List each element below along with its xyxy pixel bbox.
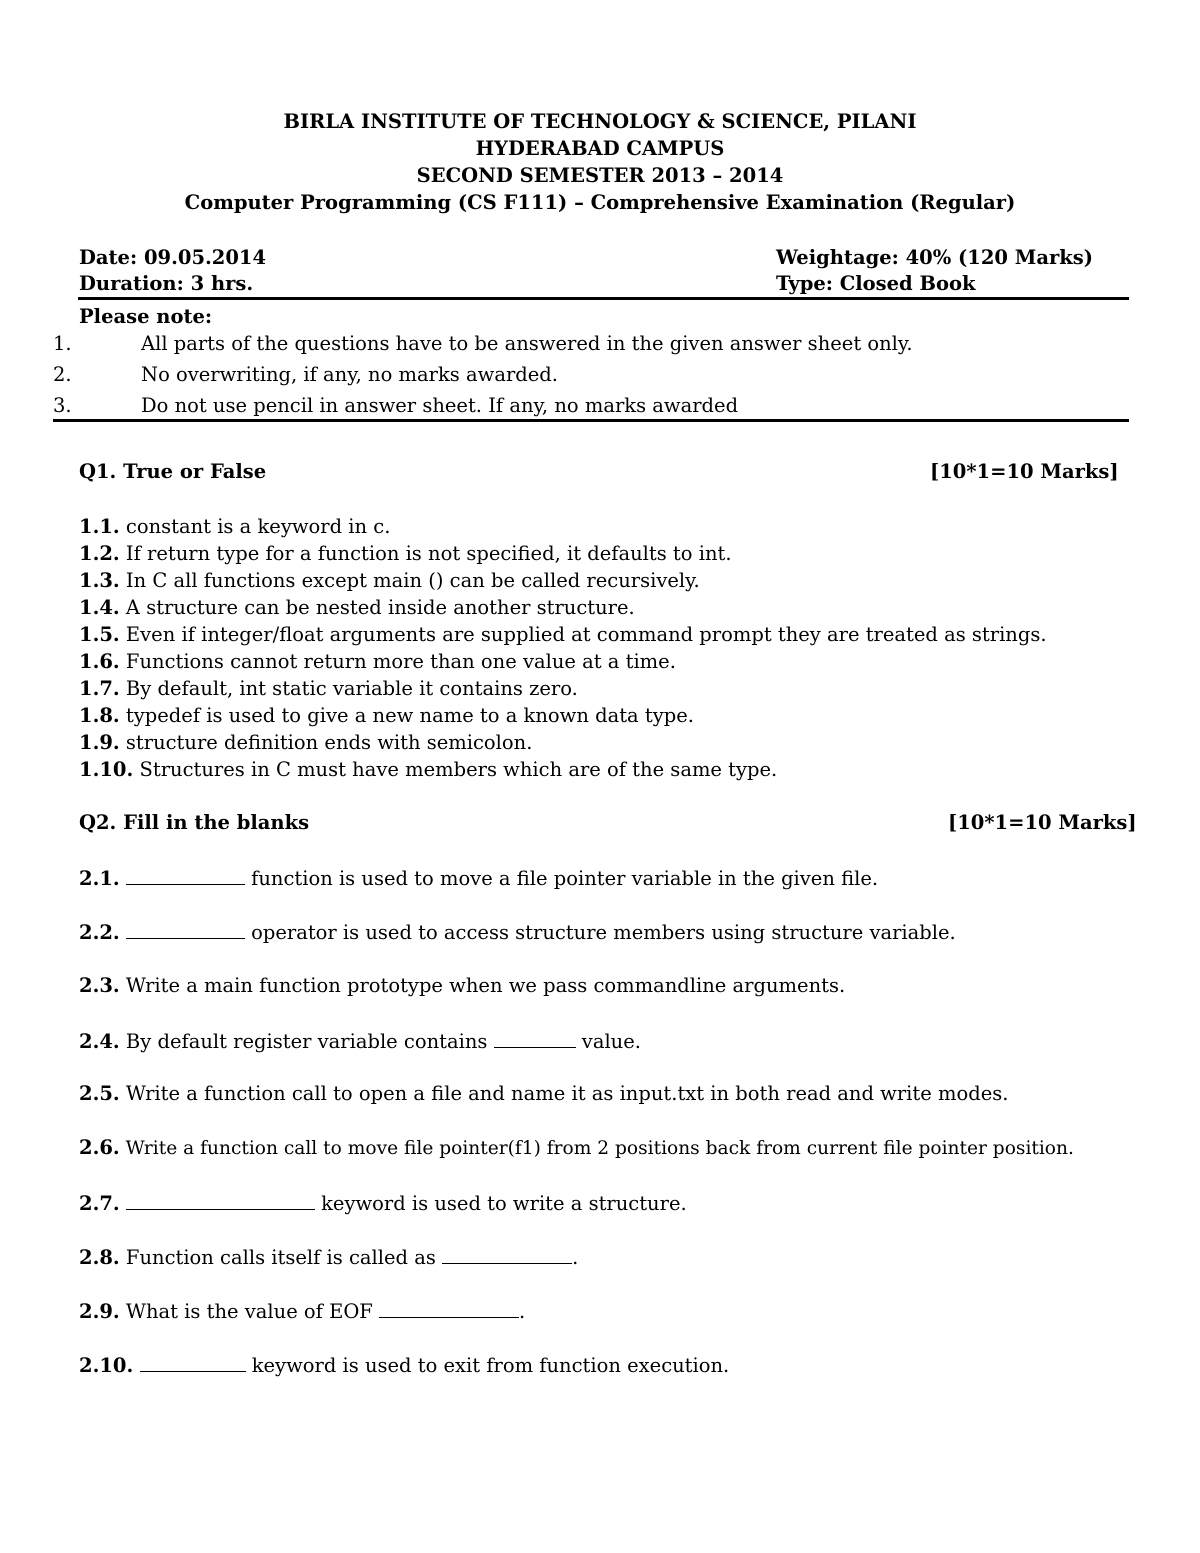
item-number: 2.1. — [79, 867, 120, 890]
q1-item — [79, 650, 676, 674]
exam-date: Date: 09.05.2014 — [79, 246, 267, 269]
answer-blank — [379, 1299, 519, 1318]
q1-item — [79, 623, 1047, 647]
item-number: 1.1. — [79, 515, 120, 538]
q1-title: Q1. True or False — [79, 460, 267, 483]
note-text: Do not use pencil in answer sheet. If any, no marks awarded — [141, 394, 739, 417]
item-number: 2.8. — [79, 1246, 120, 1269]
semester: SECOND SEMESTER 2013 – 2014 — [416, 164, 784, 187]
q2-item — [79, 1191, 687, 1216]
note-text: No overwriting, if any, no marks awarded. — [141, 363, 558, 386]
item-number: 1.2. — [79, 542, 120, 565]
item-text: typedef is used to give a new name to a known data type. — [119, 704, 694, 727]
item-number: 2.4. — [79, 1030, 120, 1053]
item-text: Write a main function prototype when we pass commandline arguments. — [119, 974, 846, 997]
q2-item — [79, 1136, 1074, 1161]
course-title: Computer Programming (CS F111) – Comprehensive Examination (Regular) — [184, 191, 1016, 214]
item-number: 2.9. — [79, 1300, 120, 1323]
item-number: 1.3. — [79, 569, 120, 592]
notes-heading: Please note: — [79, 305, 213, 328]
item-number: 2.6. — [79, 1136, 120, 1159]
answer-blank — [126, 866, 245, 885]
q2-marks: [10*1=10 Marks] — [948, 811, 1137, 834]
q2-title: Q2. Fill in the blanks — [79, 811, 310, 834]
answer-blank — [494, 1029, 576, 1048]
item-text: Write a function call to open a file and name it as input.txt in both read and write modes. — [119, 1082, 1009, 1105]
q2-item — [79, 1353, 729, 1378]
campus-name: HYDERABAD CAMPUS — [475, 137, 725, 160]
q2-item — [79, 920, 956, 945]
item-number: 2.10. — [79, 1354, 134, 1377]
item-text: . — [572, 1246, 579, 1269]
item-text: keyword is used to exit from function execution. — [245, 1354, 730, 1377]
q1-item — [79, 569, 700, 593]
item-number: 2.5. — [79, 1082, 120, 1105]
exam-duration: Duration: 3 hrs. — [79, 272, 254, 295]
item-text: Function calls itself is called as — [119, 1246, 443, 1269]
note-text: All parts of the questions have to be answered in the given answer sheet only. — [141, 332, 913, 355]
item-number: 2.2. — [79, 921, 120, 944]
q1-item — [79, 704, 694, 728]
answer-blank — [126, 1191, 315, 1210]
item-text: Functions cannot return more than one value at a time. — [119, 650, 676, 673]
item-text: Even if integer/float arguments are supplied at command prompt they are treated as strings. — [119, 623, 1047, 646]
q1-marks: [10*1=10 Marks] — [930, 460, 1119, 483]
item-number: 2.7. — [79, 1192, 120, 1215]
q1-item — [79, 542, 732, 566]
q2-item — [79, 1245, 578, 1270]
exam-weightage: Weightage: 40% (120 Marks) — [776, 246, 1093, 269]
item-text: . — [519, 1300, 526, 1323]
institute-name: BIRLA INSTITUTE OF TECHNOLOGY & SCIENCE, PILANI — [283, 110, 917, 133]
item-number: 1.6. — [79, 650, 120, 673]
q2-item — [79, 1299, 525, 1324]
item-text: A structure can be nested inside another structure. — [119, 596, 635, 619]
q1-item — [79, 758, 777, 782]
item-number: 1.9. — [79, 731, 120, 754]
answer-blank — [442, 1245, 572, 1264]
item-text: constant is a keyword in c. — [119, 515, 391, 538]
item-number: 1.8. — [79, 704, 120, 727]
item-text: By default register variable contains — [119, 1030, 494, 1053]
q2-item — [79, 1029, 641, 1054]
note-number: 2. — [53, 363, 72, 386]
item-number: 1.5. — [79, 623, 120, 646]
q1-item — [79, 515, 390, 539]
notes-rule — [53, 419, 1129, 422]
q2-item — [79, 974, 845, 998]
top-rule — [78, 297, 1129, 300]
item-text: value. — [575, 1030, 641, 1053]
note-number: 1. — [53, 332, 72, 355]
item-text: function is used to move a file pointer variable in the given file. — [244, 867, 879, 890]
q2-item — [79, 866, 878, 891]
q1-item — [79, 596, 635, 620]
item-text: Write a function call to move file pointer(f1) from 2 positions back from current file pointer position. — [119, 1138, 1074, 1159]
item-text: operator is used to access structure members using structure variable. — [244, 921, 956, 944]
item-text: If return type for a function is not specified, it defaults to int. — [119, 542, 732, 565]
item-number: 1.10. — [79, 758, 134, 781]
exam-type: Type: Closed Book — [776, 272, 976, 295]
item-number: 1.4. — [79, 596, 120, 619]
item-text: structure definition ends with semicolon. — [119, 731, 533, 754]
item-text: By default, int static variable it contains zero. — [119, 677, 578, 700]
item-text: What is the value of EOF — [119, 1300, 380, 1323]
item-text: Structures in C must have members which are of the same type. — [133, 758, 778, 781]
item-number: 2.3. — [79, 974, 120, 997]
item-number: 1.7. — [79, 677, 120, 700]
answer-blank — [140, 1353, 246, 1372]
item-text: In C all functions except main () can be called recursively. — [119, 569, 700, 592]
answer-blank — [126, 920, 245, 939]
note-number: 3. — [53, 394, 72, 417]
q1-item — [79, 677, 578, 701]
q1-item — [79, 731, 532, 755]
item-text: keyword is used to write a structure. — [314, 1192, 687, 1215]
q2-item — [79, 1082, 1008, 1106]
